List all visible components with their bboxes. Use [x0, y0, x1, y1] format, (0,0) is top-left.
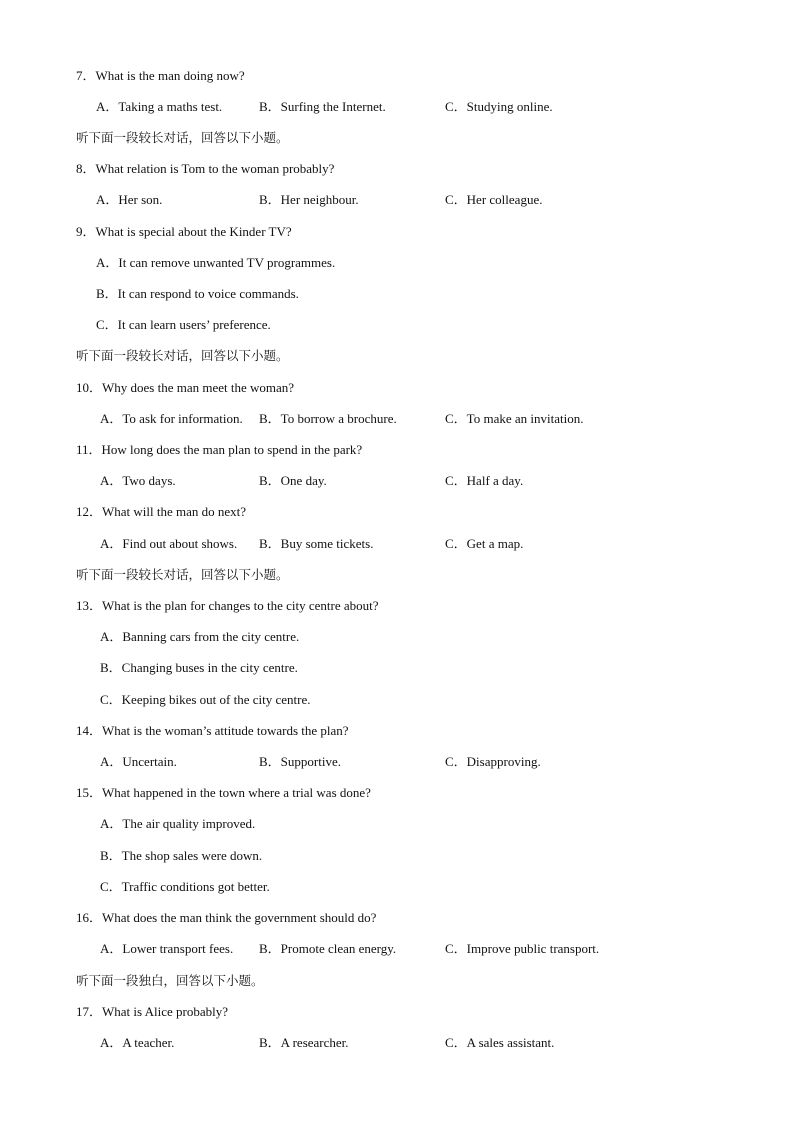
section-instruction: 听下面一段较长对话，回答以下小题。	[76, 130, 289, 145]
option-b: B．It can respond to voice commands.	[96, 286, 299, 301]
option-b: B．Promote clean energy.	[259, 941, 397, 956]
options-row-16	[0, 941, 794, 957]
option-c: C．Improve public transport.	[445, 941, 600, 956]
option-a: A．Two days.	[100, 473, 176, 488]
option-a: A．Taking a maths test.	[96, 99, 223, 114]
option-c: C．Get a map.	[445, 536, 524, 551]
question-10: 10．Why does the man meet the woman?	[76, 380, 295, 395]
option-c: C．Her colleague.	[445, 192, 543, 207]
option-b: B．One day.	[259, 473, 327, 488]
option-a: A．Banning cars from the city centre.	[100, 629, 300, 644]
option-c: C．To make an invitation.	[445, 411, 584, 426]
question-15: 15．What happened in the town where a trial was done?	[76, 785, 371, 800]
question-12: 12．What will the man do next?	[76, 504, 247, 519]
options-row-8	[0, 192, 794, 208]
options-row-10	[0, 411, 794, 427]
question-11: 11．How long does the man plan to spend in the park?	[76, 442, 363, 457]
option-c: C．Studying online.	[445, 99, 553, 114]
option-c: C．Keeping bikes out of the city centre.	[100, 692, 311, 707]
question-13: 13．What is the plan for changes to the city centre about?	[76, 598, 379, 613]
option-c: C．A sales assistant.	[445, 1035, 555, 1050]
options-row-17	[0, 1035, 794, 1051]
option-a: A．It can remove unwanted TV programmes.	[96, 255, 336, 270]
option-c: C．Half a day.	[445, 473, 524, 488]
option-a: A．Find out about shows.	[100, 536, 238, 551]
question-9: 9．What is special about the Kinder TV?	[76, 224, 292, 239]
option-b: B．Changing buses in the city centre.	[100, 660, 298, 675]
option-b: B．A researcher.	[259, 1035, 349, 1050]
option-a: A．Her son.	[96, 192, 163, 207]
option-c: C．Traffic conditions got better.	[100, 879, 270, 894]
question-14: 14．What is the woman’s attitude towards the plan?	[76, 723, 349, 738]
question-17: 17．What is Alice probably?	[76, 1004, 228, 1019]
option-a: A．Uncertain.	[100, 754, 177, 769]
question-8: 8．What relation is Tom to the woman probably?	[76, 161, 335, 176]
option-a: A．Lower transport fees.	[100, 941, 234, 956]
option-b: B．To borrow a brochure.	[259, 411, 397, 426]
option-c: C．Disapproving.	[445, 754, 541, 769]
options-row-14	[0, 754, 794, 770]
option-c: C．It can learn users’ preference.	[96, 317, 271, 332]
option-a: A．To ask for information.	[100, 411, 243, 426]
option-b: B．Supportive.	[259, 754, 341, 769]
option-a: A．A teacher.	[100, 1035, 175, 1050]
question-16: 16．What does the man think the government should do?	[76, 910, 377, 925]
option-a: A．The air quality improved.	[100, 816, 256, 831]
section-instruction: 听下面一段较长对话，回答以下小题。	[76, 348, 289, 363]
option-b: B．Surfing the Internet.	[259, 99, 386, 114]
options-row-12	[0, 536, 794, 552]
options-row-11	[0, 473, 794, 489]
section-instruction: 听下面一段独白，回答以下小题。	[76, 973, 264, 988]
option-b: B．Buy some tickets.	[259, 536, 374, 551]
question-7: 7．What is the man doing now?	[76, 68, 245, 83]
options-row-7	[0, 99, 794, 115]
option-b: B．The shop sales were down.	[100, 848, 263, 863]
section-instruction: 听下面一段较长对话，回答以下小题。	[76, 567, 289, 582]
option-b: B．Her neighbour.	[259, 192, 359, 207]
